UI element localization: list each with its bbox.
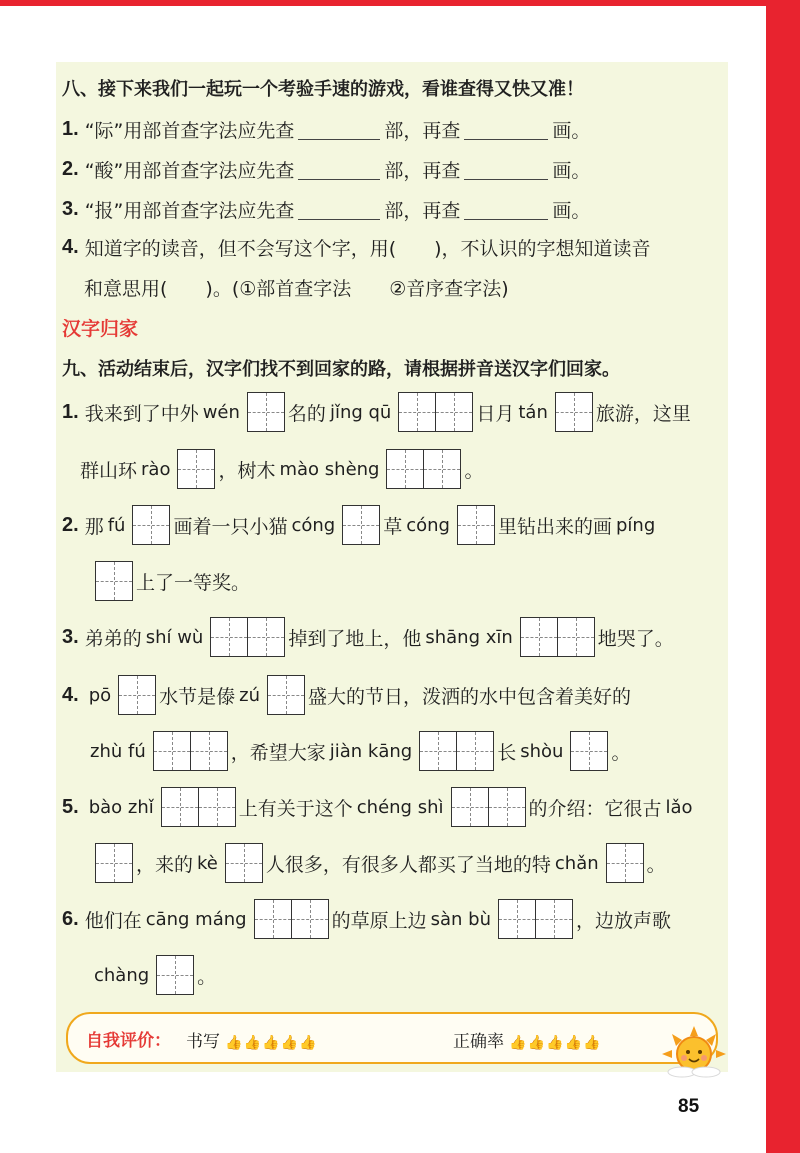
q-number: 6. xyxy=(62,907,79,930)
answer-blank[interactable] xyxy=(464,119,548,140)
char-box[interactable] xyxy=(177,449,215,489)
q-text: 。 xyxy=(611,741,631,764)
pinyin: jǐng qū xyxy=(329,401,392,423)
answer-blank[interactable] xyxy=(298,199,380,220)
char-box[interactable] xyxy=(254,899,329,939)
char-box[interactable] xyxy=(153,731,228,771)
q-text: 画。 xyxy=(552,200,591,222)
s9-q1-line1 xyxy=(62,392,691,432)
q-text: 他们在 xyxy=(84,909,142,932)
pinyin: fú xyxy=(107,514,126,536)
q-text: 弟弟的 xyxy=(84,627,142,650)
q-text: 上有关于这个 xyxy=(238,797,353,820)
q-text: 画。 xyxy=(552,160,591,182)
q-text: “酸”用部首查字法应先查 xyxy=(84,160,295,182)
q-text: ，希望大家 xyxy=(230,741,326,764)
char-box[interactable] xyxy=(386,449,461,489)
s8-q2 xyxy=(62,156,590,183)
thumbs-up-icon: 👍👍👍👍👍 xyxy=(225,1035,318,1051)
q-text: 我来到了中外 xyxy=(84,402,199,425)
pinyin: chǎn xyxy=(554,852,599,874)
q-text: 水节是傣 xyxy=(159,685,236,708)
pinyin: cóng xyxy=(406,514,450,536)
pinyin: píng xyxy=(616,514,656,536)
s8-q3 xyxy=(62,196,590,223)
q-text: 部，再查 xyxy=(384,160,461,182)
writing-rating[interactable] xyxy=(186,1027,318,1052)
q-number: 2. xyxy=(62,158,79,180)
pinyin: bào zhǐ xyxy=(88,796,154,818)
q-text: 知道字的读音，但不会写这个字，用( )，不认识的字想知道读音 xyxy=(84,238,651,260)
top-border xyxy=(0,0,800,6)
pinyin: rào xyxy=(141,458,171,480)
q-number: 4. xyxy=(62,236,79,258)
pinyin: shòu xyxy=(520,740,564,762)
s9-q6-line2 xyxy=(90,955,216,995)
pinyin: tán xyxy=(518,401,548,423)
pinyin: jiàn kāng xyxy=(329,740,413,762)
thumbs-up-icon: 👍👍👍👍👍 xyxy=(509,1035,602,1051)
pinyin: zhù fú xyxy=(90,740,146,762)
writing-label: 书写 xyxy=(186,1032,220,1052)
q-text: 的草原上边 xyxy=(331,909,427,932)
right-border xyxy=(766,0,800,1153)
sun-icon xyxy=(660,1024,728,1078)
q-text: 名的 xyxy=(287,402,326,425)
s9-q4-line1 xyxy=(62,675,631,715)
q-text: “报”用部首查字法应先查 xyxy=(84,200,295,222)
q-text: 。 xyxy=(464,459,484,482)
char-box[interactable] xyxy=(210,617,285,657)
q-number: 1. xyxy=(62,400,79,423)
char-box[interactable] xyxy=(118,675,156,715)
q-text: 掉到了地上，他 xyxy=(288,627,422,650)
q-text: ，来的 xyxy=(136,853,194,876)
q-text: ，边放声歌 xyxy=(575,909,671,932)
char-box[interactable] xyxy=(267,675,305,715)
q-text: 草 xyxy=(383,515,403,538)
q-number: 5. xyxy=(62,795,79,818)
char-box[interactable] xyxy=(457,505,495,545)
q-text: 画。 xyxy=(552,120,591,142)
char-box[interactable] xyxy=(95,843,133,883)
char-box[interactable] xyxy=(606,843,644,883)
s9-q6-line1 xyxy=(62,899,671,939)
pinyin: chàng xyxy=(94,964,150,986)
pinyin: shāng xīn xyxy=(425,626,513,648)
pinyin: wén xyxy=(202,401,240,423)
char-box[interactable] xyxy=(398,392,473,432)
answer-blank[interactable] xyxy=(298,159,380,180)
q-text: 人很多，有很多人都买了当地的特 xyxy=(265,853,551,876)
char-box[interactable] xyxy=(451,787,526,827)
answer-blank[interactable] xyxy=(464,159,548,180)
s8-q1 xyxy=(62,116,590,143)
evaluation-label: 自我评价： xyxy=(86,1031,171,1051)
q-text: 盛大的节日，泼洒的水中包含着美好的 xyxy=(308,685,632,708)
pinyin: sàn bù xyxy=(430,908,491,930)
s9-q4-line2 xyxy=(86,731,630,771)
pinyin: pō xyxy=(88,684,112,706)
q-number: 3. xyxy=(62,625,79,648)
char-box[interactable] xyxy=(342,505,380,545)
q-text: 。 xyxy=(197,965,217,988)
pinyin: cāng máng xyxy=(145,908,247,930)
q-text: “际”用部首查字法应先查 xyxy=(84,120,295,142)
q-text: 长 xyxy=(497,741,517,764)
char-box[interactable] xyxy=(247,392,285,432)
char-box[interactable] xyxy=(555,392,593,432)
q-text: 部，再查 xyxy=(384,200,461,222)
pinyin: cóng xyxy=(291,514,336,536)
pinyin: lǎo xyxy=(665,796,693,818)
s9-q2-line1 xyxy=(62,505,659,545)
q-text: 里钻出来的画 xyxy=(497,515,612,538)
q-text: ，树木 xyxy=(218,459,276,482)
s9-q5-line2 xyxy=(92,843,666,883)
q-number: 4. xyxy=(62,683,79,706)
accuracy-label: 正确率 xyxy=(453,1032,504,1052)
q-number: 2. xyxy=(62,513,79,536)
q-number: 3. xyxy=(62,198,79,220)
page-number: 85 xyxy=(678,1096,700,1117)
s9-q3 xyxy=(62,617,674,657)
char-box[interactable] xyxy=(419,731,494,771)
accuracy-rating[interactable] xyxy=(453,1027,602,1052)
s9-q2-line2 xyxy=(92,561,250,601)
s9-q1-line2 xyxy=(80,449,484,489)
q-text: 画着一只小猫 xyxy=(173,515,288,538)
section9-title: 九、活动结束后，汉字们找不到回家的路，请根据拼音送汉字们回家。 xyxy=(62,359,620,380)
section8-title: 八、接下来我们一起玩一个考验手速的游戏，看谁查得又快又准！ xyxy=(62,79,584,100)
s8-q4-line2: 和意思用( )。(①部首查字法 ②音序查字法) xyxy=(84,278,509,300)
char-box[interactable] xyxy=(132,505,170,545)
q-text: 。 xyxy=(646,853,666,876)
pinyin: chéng shì xyxy=(356,796,444,818)
char-box[interactable] xyxy=(570,731,608,771)
pinyin: zú xyxy=(239,684,261,706)
pinyin: kè xyxy=(197,852,218,874)
q-text: 的介绍：它很古 xyxy=(528,797,662,820)
q-text: 部，再查 xyxy=(384,120,461,142)
q-text: 日月 xyxy=(476,402,515,425)
answer-blank[interactable] xyxy=(298,119,380,140)
q-number: 1. xyxy=(62,118,79,140)
char-box[interactable] xyxy=(498,899,573,939)
self-evaluation-bar xyxy=(66,1012,718,1064)
s9-q5-line1 xyxy=(62,787,697,827)
q-text: 旅游，这里 xyxy=(595,402,691,425)
q-text: 那 xyxy=(84,515,104,538)
pinyin: shí wù xyxy=(145,626,204,648)
q-text: 上了一等奖。 xyxy=(136,571,251,594)
char-box[interactable] xyxy=(225,843,263,883)
char-box[interactable] xyxy=(161,787,236,827)
q-text: 群山环 xyxy=(80,459,138,482)
section-label: 汉字归家 xyxy=(62,318,139,340)
char-box[interactable] xyxy=(520,617,595,657)
char-box[interactable] xyxy=(156,955,194,995)
q-text: 地哭了。 xyxy=(597,627,674,650)
answer-blank[interactable] xyxy=(464,199,548,220)
s8-q4-line1 xyxy=(62,234,651,261)
pinyin: mào shèng xyxy=(279,458,380,480)
char-box[interactable] xyxy=(95,561,133,601)
